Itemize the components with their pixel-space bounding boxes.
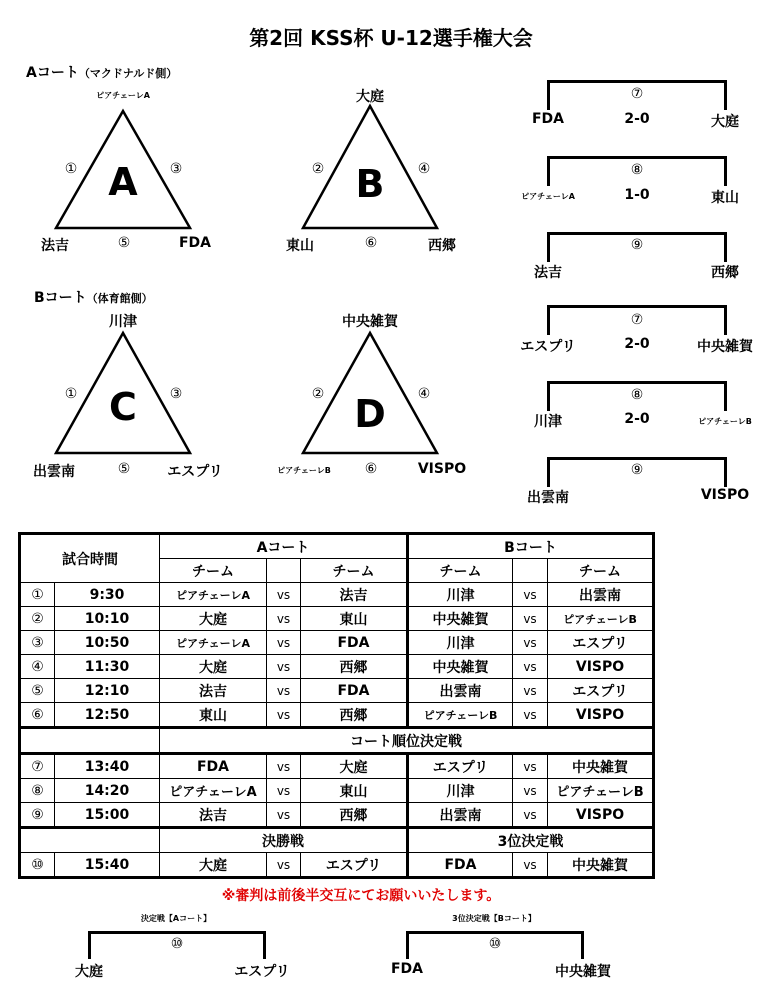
team-b2: エスプリ: [548, 679, 654, 703]
final-right-team: エスプリ: [234, 964, 290, 980]
team-b1: 出雲南: [408, 803, 513, 828]
match-no: ③: [20, 631, 55, 655]
table-row: [20, 679, 654, 703]
team-a1: ピアチェーレA: [160, 779, 267, 803]
triangle-c-left-team: 出雲南: [33, 464, 75, 480]
table-row: [20, 607, 654, 631]
court-b-label-text: Bコート: [34, 290, 87, 306]
final-match-num: ⑩: [170, 936, 184, 952]
match-time: 9:30: [55, 583, 160, 607]
team-a2: 法吉: [301, 583, 408, 607]
section-blank: [20, 728, 160, 754]
triangle-d-top-team: 中央雑賀: [342, 314, 398, 330]
header-vs-blank: [267, 559, 301, 583]
match-no: ⑤: [20, 679, 55, 703]
triangle-a-right-team: FDA: [178, 235, 212, 251]
section-blank: [20, 828, 160, 853]
vs-label: vs: [513, 754, 548, 779]
bracket-left-team: エスプリ: [520, 339, 576, 355]
team-a1: 法吉: [160, 679, 267, 703]
vs-label: vs: [513, 607, 548, 631]
bracket-right-team: 大庭: [711, 114, 739, 130]
header-team: チーム: [548, 559, 654, 583]
header-court-a: Aコート: [160, 534, 408, 559]
vs-label: vs: [267, 853, 301, 878]
triangle-d-left-team: ピアチェーレB: [277, 466, 331, 475]
triangle-c-match-bottom: ⑤: [117, 461, 131, 477]
table-row: [20, 655, 654, 679]
team-a1: 法吉: [160, 803, 267, 828]
team-a2: 西郷: [301, 655, 408, 679]
team-b1: 中央雑賀: [408, 607, 513, 631]
bracket-right-team: 中央雑賀: [697, 339, 753, 355]
triangle-b-match-left: ②: [311, 161, 325, 177]
match-time: 14:20: [55, 779, 160, 803]
vs-label: vs: [267, 803, 301, 828]
bracket-match-num: ⑨: [630, 237, 644, 253]
match-no: ⑨: [20, 803, 55, 828]
team-a1: 大庭: [160, 607, 267, 631]
team-a2: FDA: [301, 679, 408, 703]
vs-label: vs: [513, 779, 548, 803]
vs-label: vs: [267, 655, 301, 679]
bracket-score: 2-0: [624, 411, 650, 427]
team-b1: エスプリ: [408, 754, 513, 779]
triangle-a-match-right: ③: [169, 161, 183, 177]
table-row: [20, 583, 654, 607]
bracket-left-team: FDA: [531, 111, 565, 127]
header-court-b: Bコート: [408, 534, 654, 559]
section-placement-row: [20, 728, 654, 754]
triangle-c-match-left: ①: [64, 386, 78, 402]
triangle-b-letter: B: [355, 162, 385, 206]
team-b2: 中央雑賀: [548, 853, 654, 878]
team-a2: 大庭: [301, 754, 408, 779]
match-no: ②: [20, 607, 55, 631]
triangle-d-match-right: ④: [417, 386, 431, 402]
third-place-right-team: 中央雑賀: [555, 964, 611, 980]
vs-label: vs: [267, 779, 301, 803]
vs-label: vs: [267, 583, 301, 607]
team-b2: エスプリ: [548, 631, 654, 655]
final-left-team: 大庭: [75, 964, 103, 980]
bracket-score: 2-0: [624, 336, 650, 352]
bracket-left-team: 川津: [534, 414, 562, 430]
team-a2: FDA: [301, 631, 408, 655]
triangle-c-top-team: 川津: [109, 314, 137, 330]
team-b2: VISPO: [548, 703, 654, 728]
triangle-c-right-team: エスプリ: [167, 464, 223, 480]
triangle-a-top-team: ピアチェーレA: [96, 91, 150, 100]
team-a1: ピアチェーレA: [160, 631, 267, 655]
team-b1: 中央雑賀: [408, 655, 513, 679]
bracket-score: 2-0: [624, 111, 650, 127]
match-time: 10:50: [55, 631, 160, 655]
bracket-match-num: ⑧: [630, 162, 644, 178]
bracket-match-num: ⑧: [630, 387, 644, 403]
triangle-c-letter: C: [109, 385, 137, 429]
team-a1: ピアチェーレA: [160, 583, 267, 607]
triangle-a-letter: A: [108, 160, 138, 204]
table-row: [20, 631, 654, 655]
team-b1: 川津: [408, 583, 513, 607]
vs-label: vs: [267, 703, 301, 728]
match-no: ⑧: [20, 779, 55, 803]
table-row: [20, 703, 654, 728]
header-vs-blank: [513, 559, 548, 583]
triangle-d-letter: D: [354, 392, 386, 436]
match-no: ①: [20, 583, 55, 607]
third-place-left-team: FDA: [390, 961, 424, 977]
bracket-left-team: 出雲南: [527, 490, 569, 506]
final-caption: 決定戦【Aコート】: [140, 914, 212, 923]
team-a1: FDA: [160, 754, 267, 779]
match-time: 12:10: [55, 679, 160, 703]
bracket-match-num: ⑨: [630, 462, 644, 478]
third-place-caption: 3位決定戦【Bコート】: [452, 914, 536, 923]
table-row: [20, 853, 654, 878]
match-no: ⑥: [20, 703, 55, 728]
header-team: チーム: [408, 559, 513, 583]
vs-label: vs: [513, 655, 548, 679]
bracket-right-team: 西郷: [711, 265, 739, 281]
triangle-b-left-team: 東山: [286, 238, 314, 254]
court-a-label-text: Aコート: [26, 65, 79, 81]
match-no: ⑦: [20, 754, 55, 779]
team-a2: エスプリ: [301, 853, 408, 878]
table-row: [20, 779, 654, 803]
table-row: [20, 754, 654, 779]
vs-label: vs: [267, 631, 301, 655]
match-time: 13:40: [55, 754, 160, 779]
team-b1: ピアチェーレB: [408, 703, 513, 728]
triangle-b-match-bottom: ⑥: [364, 235, 378, 251]
vs-label: vs: [513, 631, 548, 655]
team-b2: ピアチェーレB: [548, 607, 654, 631]
team-a1: 大庭: [160, 853, 267, 878]
match-time: 12:50: [55, 703, 160, 728]
section-final-row: [20, 828, 654, 853]
vs-label: vs: [267, 679, 301, 703]
triangle-a-match-left: ①: [64, 161, 78, 177]
vs-label: vs: [513, 853, 548, 878]
team-b1: 川津: [408, 779, 513, 803]
triangle-d-right-team: VISPO: [417, 461, 467, 477]
vs-label: vs: [513, 583, 548, 607]
table-row: [20, 803, 654, 828]
match-time: 15:40: [55, 853, 160, 878]
team-b2: 出雲南: [548, 583, 654, 607]
schedule-table: [18, 532, 655, 879]
third-place-title: 3位決定戦: [408, 828, 654, 853]
bracket-right-team: ピアチェーレB: [698, 417, 752, 426]
triangle-b-match-right: ④: [417, 161, 431, 177]
triangle-b-top-team: 大庭: [356, 89, 384, 105]
court-b-sub: （体育館側）: [86, 292, 153, 305]
vs-label: vs: [267, 607, 301, 631]
match-no: ⑩: [20, 853, 55, 878]
team-a2: 西郷: [301, 703, 408, 728]
referee-note: ※審判は前後半交互にてお願いいたします。: [221, 888, 501, 904]
match-time: 15:00: [55, 803, 160, 828]
match-no: ④: [20, 655, 55, 679]
vs-label: vs: [267, 754, 301, 779]
bracket-right-team: 東山: [711, 190, 739, 206]
third-place-match-num: ⑩: [488, 936, 502, 952]
triangle-d-match-bottom: ⑥: [364, 461, 378, 477]
team-a1: 大庭: [160, 655, 267, 679]
triangle-d-match-left: ②: [311, 386, 325, 402]
header-time: 試合時間: [20, 534, 160, 583]
vs-label: vs: [513, 803, 548, 828]
page-title: 第2回 KSS杯 U-12選手権大会: [249, 26, 533, 50]
bracket-right-team: VISPO: [700, 487, 750, 503]
team-a2: 東山: [301, 607, 408, 631]
header-team: チーム: [160, 559, 267, 583]
final-title: 決勝戦: [160, 828, 408, 853]
triangle-a-left-team: 法吉: [41, 238, 69, 254]
team-b2: ピアチェーレB: [548, 779, 654, 803]
triangle-a-match-bottom: ⑤: [117, 235, 131, 251]
bracket-match-num: ⑦: [630, 312, 644, 328]
header-team: チーム: [301, 559, 408, 583]
match-time: 10:10: [55, 607, 160, 631]
team-b1: 出雲南: [408, 679, 513, 703]
triangle-c-match-right: ③: [169, 386, 183, 402]
schedule-header-row: [20, 534, 654, 559]
team-b2: VISPO: [548, 803, 654, 828]
team-a2: 東山: [301, 779, 408, 803]
match-time: 11:30: [55, 655, 160, 679]
team-b1: 川津: [408, 631, 513, 655]
team-a1: 東山: [160, 703, 267, 728]
vs-label: vs: [513, 703, 548, 728]
bracket-match-num: ⑦: [630, 86, 644, 102]
bracket-left-team: ピアチェーレA: [521, 192, 575, 201]
team-b1: FDA: [408, 853, 513, 878]
section-placement-title: コート順位決定戦: [160, 728, 654, 754]
team-a2: 西郷: [301, 803, 408, 828]
triangle-b-right-team: 西郷: [428, 238, 456, 254]
team-b2: VISPO: [548, 655, 654, 679]
team-b2: 中央雑賀: [548, 754, 654, 779]
vs-label: vs: [513, 679, 548, 703]
bracket-score: 1-0: [624, 187, 650, 203]
bracket-left-team: 法吉: [534, 265, 562, 281]
court-a-sub: （マクドナルド側）: [78, 67, 178, 80]
